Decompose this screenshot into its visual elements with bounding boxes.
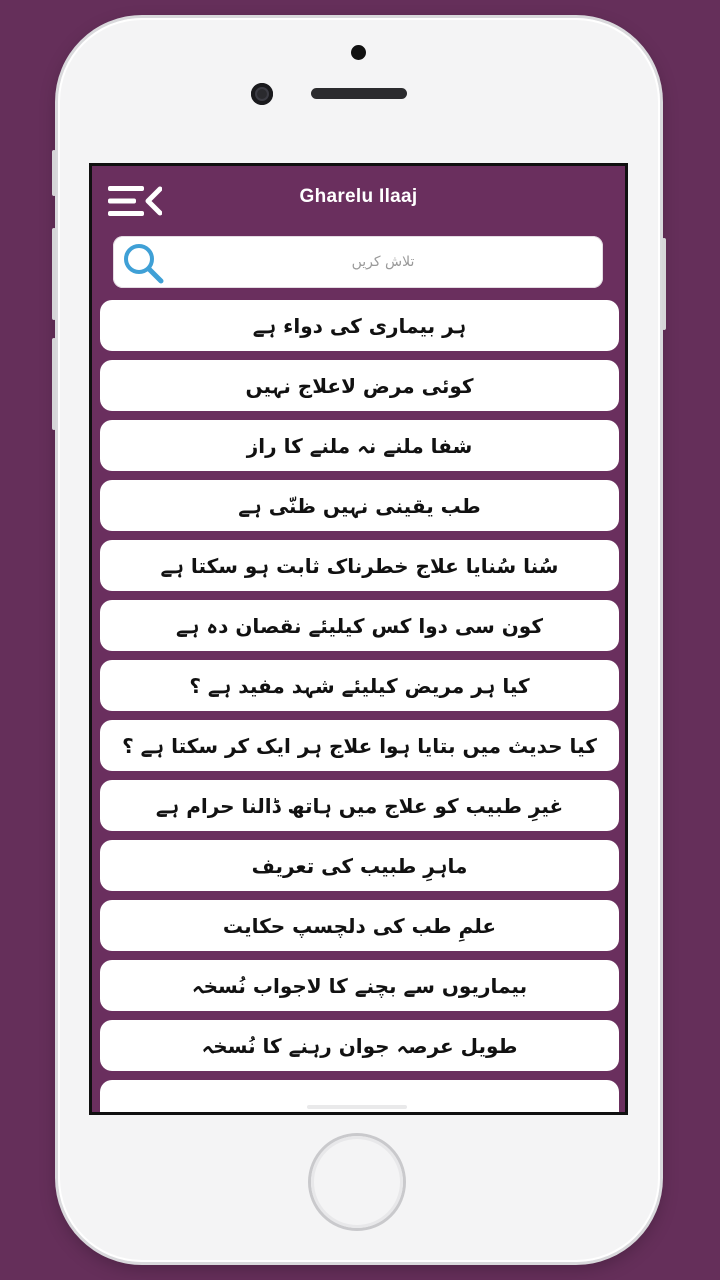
list-item[interactable] [100,900,619,951]
app-bar [92,166,625,232]
list-item-label: سُنا سُنایا علاج خطرناک ثابت ہو سکتا ہے [160,553,559,578]
topic-list [100,300,619,1115]
list-item-label: شفا ملنے نہ ملنے کا راز [246,433,473,458]
list-item[interactable] [100,1020,619,1071]
list-item-partial[interactable] [100,1080,619,1115]
list-item[interactable] [100,300,619,351]
list-item-label: کوئی مرض لاعلاج نہیں [245,373,474,398]
search-input[interactable] [173,236,593,288]
mute-switch [52,150,56,196]
volume-up-button [52,228,56,320]
home-button[interactable] [311,1136,403,1228]
list-item[interactable] [100,360,619,411]
list-item[interactable] [100,480,619,531]
list-item[interactable] [100,720,619,771]
list-item[interactable] [100,780,619,831]
list-item-label: کون سی دوا کس کیلیئے نقصان دہ ہے [176,613,543,638]
app-title: Gharelu Ilaaj [299,186,418,207]
list-item-label: طب یقینی نہیں ظنّی ہے [238,493,481,518]
search-icon[interactable] [121,241,165,285]
list-item-label: کیا ہر مریض کیلیئے شہد مفید ہے ؟ [189,673,530,698]
front-camera [251,83,273,105]
earpiece-speaker [311,88,407,99]
power-button [662,238,666,330]
proximity-sensor [351,45,366,60]
list-item-label: علمِ طب کی دلچسپ حکایت [222,913,497,938]
list-item-label: ماہرِ طبیب کی تعریف [251,853,468,878]
list-item[interactable] [100,660,619,711]
home-indicator [307,1105,407,1109]
list-item[interactable] [100,960,619,1011]
list-item[interactable] [100,540,619,591]
list-item[interactable] [100,600,619,651]
volume-down-button [52,338,56,430]
list-item[interactable] [100,840,619,891]
list-item-label: طویل عرصہ جوان رہنے کا نُسخہ [201,1033,518,1058]
list-item-label: کیا حدیث میں بتایا ہوا علاج ہر ایک کر سکتا ہے ؟ [122,733,597,758]
app-screen [89,163,628,1115]
list-item-label: ہر بیماری کی دواء ہے [252,313,467,338]
list-item-label: غیرِ طبیب کو علاج میں ہاتھ ڈالنا حرام ہے [155,793,564,818]
search-bar[interactable] [113,236,603,288]
list-item-label: بیماریوں سے بچنے کا لاجواب نُسخہ [191,973,528,998]
list-item[interactable] [100,420,619,471]
